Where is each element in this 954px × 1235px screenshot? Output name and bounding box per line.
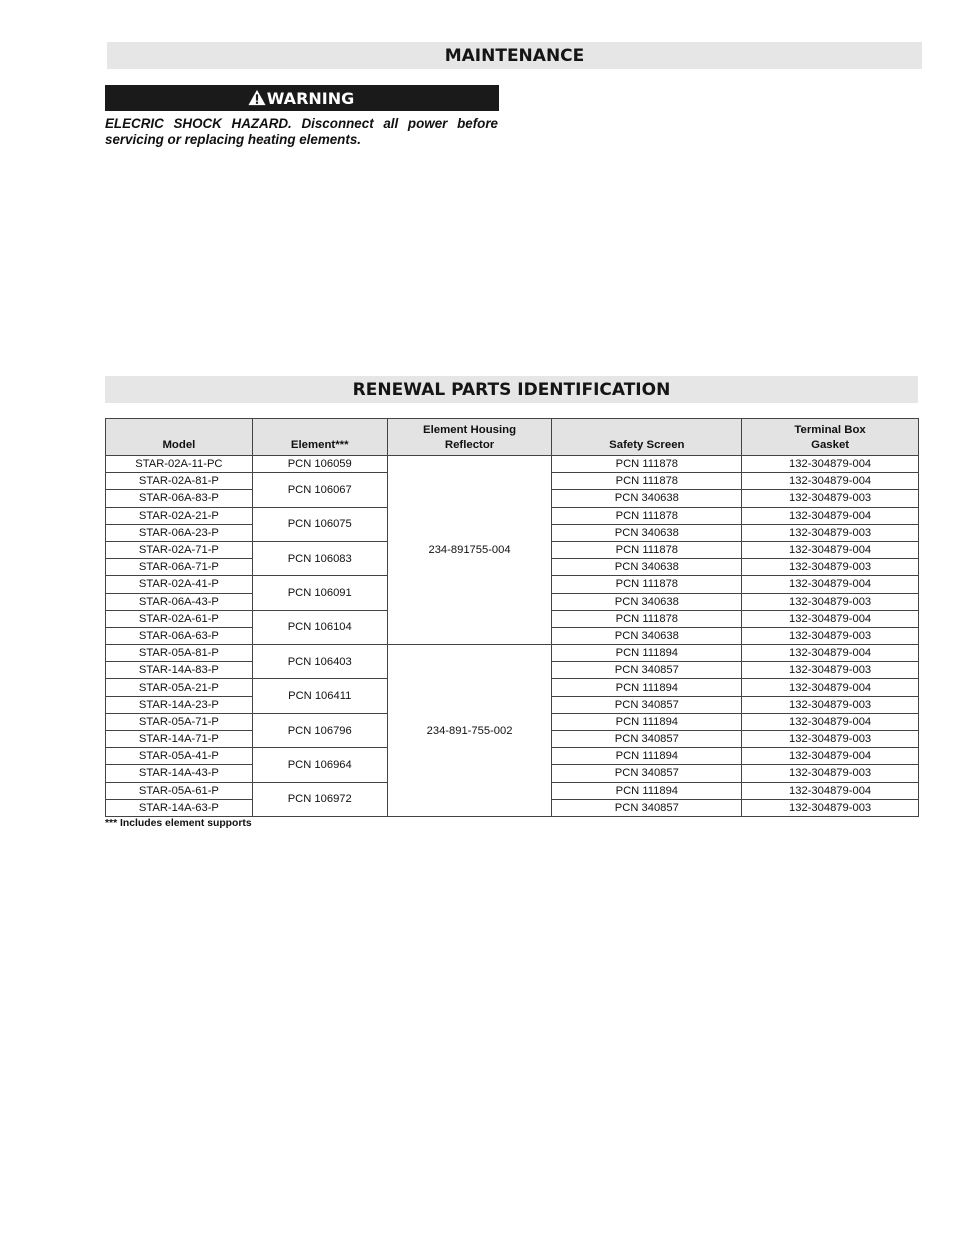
model-cell: STAR-06A-43-P [106,593,253,610]
model-cell: STAR-02A-81-P [106,473,253,490]
gasket-cell: 132-304879-004 [742,507,919,524]
housing-cell: 234-891755-004 [387,456,552,645]
gasket-cell: 132-304879-003 [742,524,919,541]
model-cell: STAR-05A-71-P [106,713,253,730]
element-cell: PCN 106075 [252,507,387,541]
screen-cell: PCN 111878 [552,576,742,593]
header-housing-line2: Reflector [444,439,495,451]
screen-cell: PCN 340857 [552,765,742,782]
gasket-cell: 132-304879-003 [742,627,919,644]
screen-cell: PCN 111894 [552,748,742,765]
warning-label-text: WARNING [266,89,355,108]
model-cell: STAR-06A-71-P [106,559,253,576]
table-row [106,456,919,473]
warning-text: ELECRIC SHOCK HAZARD. Disconnect all power before servicing or replacing heating elements. [105,116,498,147]
screen-cell: PCN 111878 [552,473,742,490]
gasket-cell: 132-304879-004 [742,456,919,473]
element-cell: PCN 106972 [252,782,387,816]
gasket-cell: 132-304879-004 [742,645,919,662]
header-gasket-line1: Terminal Box [794,424,866,436]
gasket-cell: 132-304879-004 [742,541,919,558]
element-cell: PCN 106796 [252,713,387,747]
header-housing-line1: Element Housing [423,424,517,436]
model-cell: STAR-14A-43-P [106,765,253,782]
gasket-cell: 132-304879-003 [742,593,919,610]
element-cell: PCN 106411 [252,679,387,713]
model-cell: STAR-14A-63-P [106,799,253,816]
screen-cell: PCN 111894 [552,679,742,696]
housing-cell: 234-891-755-002 [387,645,552,817]
header-model: Model [106,419,253,456]
screen-cell: PCN 340638 [552,559,742,576]
gasket-cell: 132-304879-003 [742,765,919,782]
gasket-cell: 132-304879-004 [742,610,919,627]
header-gasket-line2: Gasket [811,439,850,451]
gasket-cell: 132-304879-004 [742,473,919,490]
screen-cell: PCN 340857 [552,799,742,816]
gasket-cell: 132-304879-003 [742,490,919,507]
warning-label [105,85,499,111]
maintenance-heading: MAINTENANCE [107,42,922,69]
model-cell: STAR-05A-81-P [106,645,253,662]
model-cell: STAR-02A-41-P [106,576,253,593]
screen-cell: PCN 111894 [552,713,742,730]
screen-cell: PCN 340638 [552,524,742,541]
model-cell: STAR-02A-71-P [106,541,253,558]
element-cell: PCN 106067 [252,473,387,507]
gasket-cell: 132-304879-003 [742,696,919,713]
element-cell: PCN 106104 [252,610,387,644]
header-element: Element*** [252,419,387,456]
model-cell: STAR-05A-61-P [106,782,253,799]
header-screen: Safety Screen [552,419,742,456]
screen-cell: PCN 340857 [552,696,742,713]
screen-cell: PCN 340638 [552,593,742,610]
gasket-cell: 132-304879-003 [742,559,919,576]
screen-cell: PCN 340857 [552,731,742,748]
element-cell: PCN 106059 [252,456,387,473]
element-cell: PCN 106091 [252,576,387,610]
gasket-cell: 132-304879-004 [742,576,919,593]
renewal-parts-heading: RENEWAL PARTS IDENTIFICATION [105,376,918,403]
screen-cell: PCN 340638 [552,490,742,507]
screen-cell: PCN 340638 [552,627,742,644]
table-header-row [106,419,919,456]
screen-cell: PCN 111894 [552,782,742,799]
element-cell: PCN 106964 [252,748,387,782]
screen-cell: PCN 111878 [552,610,742,627]
gasket-cell: 132-304879-004 [742,713,919,730]
model-cell: STAR-14A-83-P [106,662,253,679]
table-body [106,456,919,817]
model-cell: STAR-06A-63-P [106,627,253,644]
warning-triangle-icon [248,89,266,106]
gasket-cell: 132-304879-003 [742,662,919,679]
header-gasket [742,419,919,456]
model-cell: STAR-02A-11-PC [106,456,253,473]
gasket-cell: 132-304879-004 [742,748,919,765]
header-housing [387,419,552,456]
gasket-cell: 132-304879-004 [742,782,919,799]
element-cell: PCN 106403 [252,645,387,679]
gasket-cell: 132-304879-004 [742,679,919,696]
table-row [106,645,919,662]
renewal-parts-table [105,418,919,817]
gasket-cell: 132-304879-003 [742,731,919,748]
model-cell: STAR-14A-23-P [106,696,253,713]
screen-cell: PCN 111894 [552,645,742,662]
model-cell: STAR-02A-21-P [106,507,253,524]
footnote: *** Includes element supports [105,818,252,829]
gasket-cell: 132-304879-003 [742,799,919,816]
screen-cell: PCN 111878 [552,456,742,473]
screen-cell: PCN 111878 [552,507,742,524]
model-cell: STAR-05A-21-P [106,679,253,696]
screen-cell: PCN 340857 [552,662,742,679]
model-cell: STAR-06A-23-P [106,524,253,541]
element-cell: PCN 106083 [252,541,387,575]
model-cell: STAR-05A-41-P [106,748,253,765]
model-cell: STAR-14A-71-P [106,731,253,748]
model-cell: STAR-02A-61-P [106,610,253,627]
screen-cell: PCN 111878 [552,541,742,558]
model-cell: STAR-06A-83-P [106,490,253,507]
